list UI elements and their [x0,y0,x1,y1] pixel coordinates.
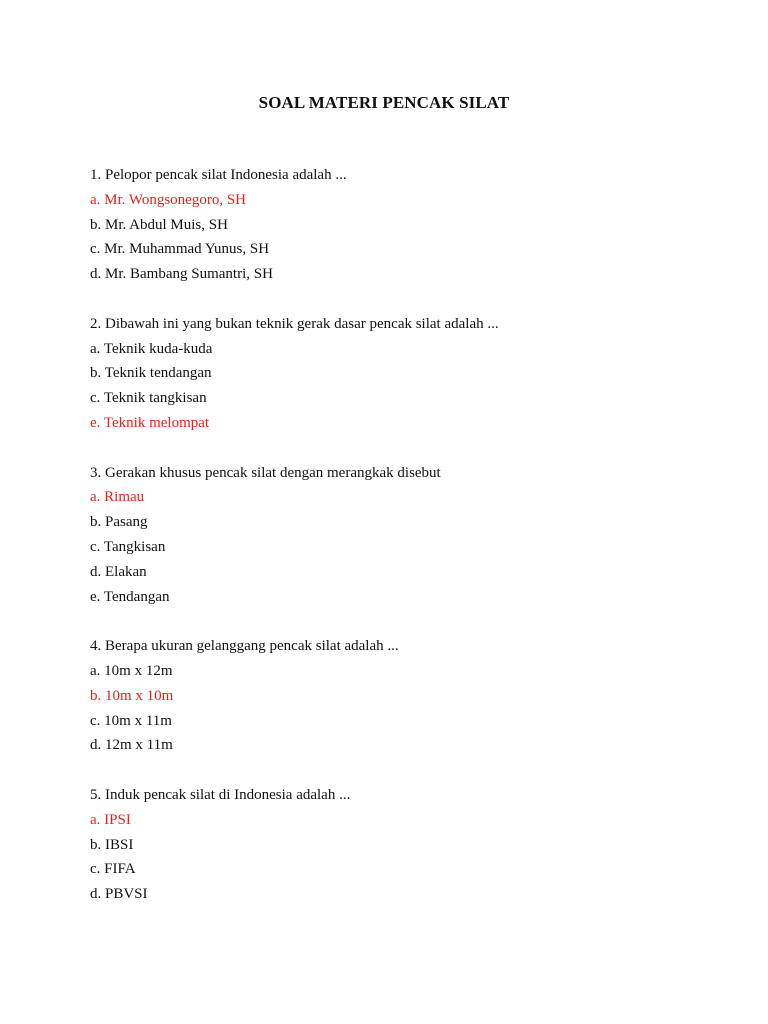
answer-option: a. 10m x 12m [90,662,173,679]
answer-option-correct: b. 10m x 10m [90,687,174,704]
answer-option: b. IBSI [90,836,134,853]
question-block [90,312,710,436]
question-text: 4. Berapa ukuran gelanggang pencak silat adalah ... [90,638,399,655]
answer-option-correct: a. Mr. Wongsonegoro, SH [90,191,247,208]
document-title: SOAL MATERI PENCAK SILAT [258,93,510,112]
question-text: 2. Dibawah ini yang bukan teknik gerak dasar pencak silat adalah ... [90,315,499,332]
answer-option: d. 12m x 11m [90,737,173,754]
question-text: 3. Gerakan khusus pencak silat dengan merangkak disebut [90,464,441,481]
answer-option-correct: a. IPSI [90,811,131,828]
question-block [90,163,710,287]
answer-option: c. FIFA [90,861,136,878]
question-block [90,634,710,758]
answer-option: b. Mr. Abdul Muis, SH [90,216,228,233]
answer-option: a. Teknik kuda-kuda [90,340,213,357]
answer-option-correct: a. Rimau [90,489,145,506]
answer-option: b. Teknik tendangan [90,365,212,382]
answer-option: c. Teknik tangkisan [90,390,207,407]
question-list [90,163,710,932]
answer-option: d. PBVSI [90,886,148,903]
answer-option-correct: e. Teknik melompat [90,414,210,431]
question-text: 5. Induk pencak silat di Indonesia adalah ... [90,786,351,803]
answer-option: d. Elakan [90,563,147,580]
answer-option: c. Mr. Muhammad Yunus, SH [90,241,270,258]
answer-option: c. Tangkisan [90,538,166,555]
answer-option: c. 10m x 11m [90,712,172,729]
answer-option: d. Mr. Bambang Sumantri, SH [90,266,273,283]
question-block [90,783,710,907]
question-block [90,461,710,610]
question-text: 1. Pelopor pencak silat Indonesia adalah ... [90,167,347,183]
answer-option: b. Pasang [90,514,148,531]
answer-option: e. Tendangan [90,588,170,605]
